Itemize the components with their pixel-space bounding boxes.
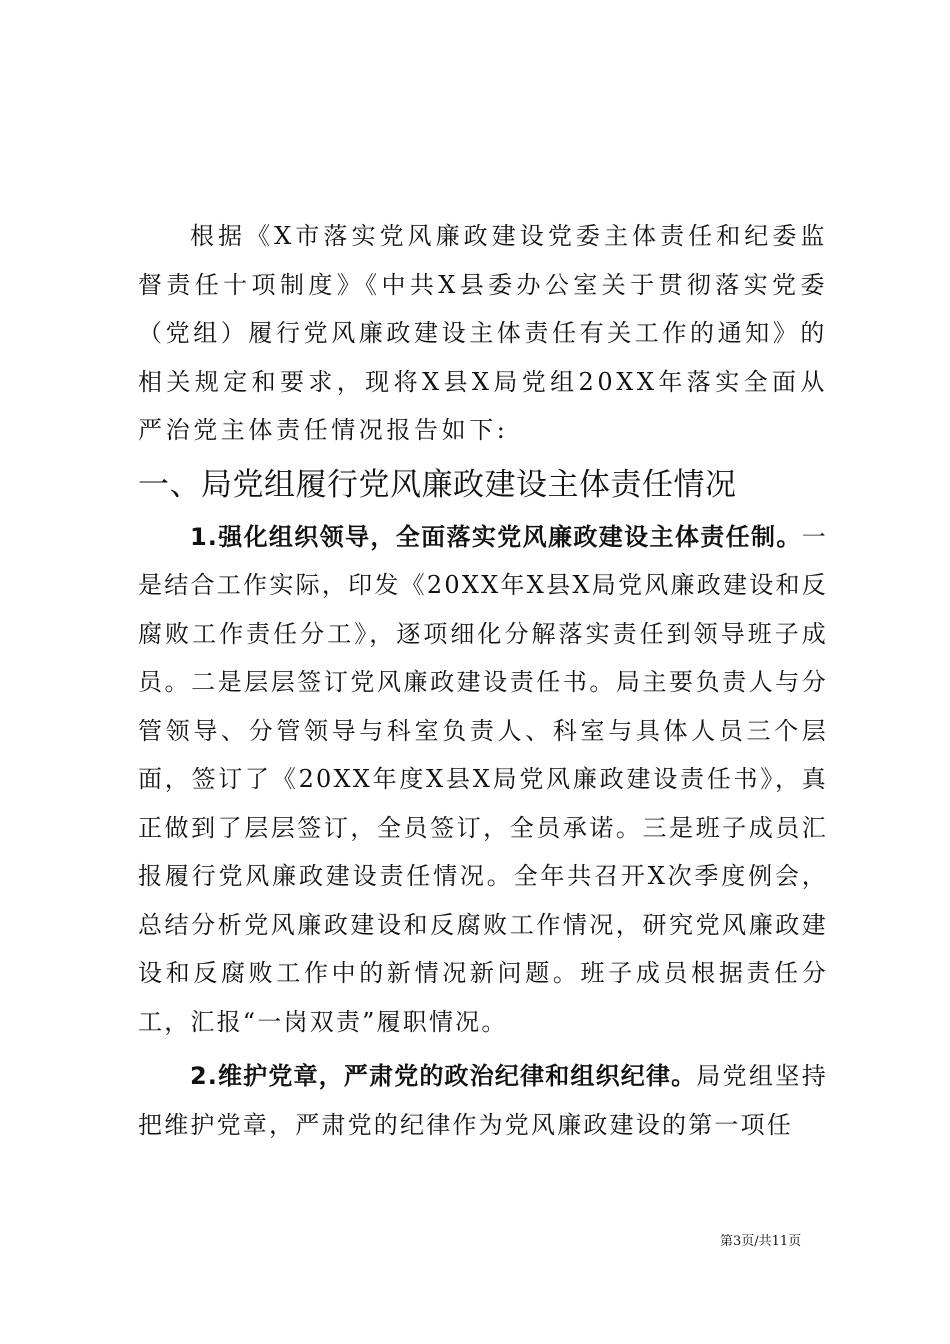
intro-paragraph: 根据《X市落实党风廉政建设党委主体责任和纪委监督责任十项制度》《中共X县委办公室关于贯彻落实党委（党组）履行党风廉政建设主体责任有关工作的通知》的相关规定和要求，现将X县X局党组20XX年落实全面从严治党主体责任情况报告如下:	[138, 222, 828, 444]
document-body	[138, 212, 828, 1149]
item-2-body: 局党组坚持把维护党章，严肃党的纪律作为党风廉政建设的第一项任	[138, 1062, 828, 1139]
item-1-title: 1.强化组织领导，全面落实党风廉政建设主体责任制。	[190, 522, 802, 551]
item-1-paragraph	[138, 513, 828, 1047]
section-heading: 一、局党组履行党风廉政建设主体责任情况	[138, 466, 737, 503]
item-2-title: 2.维护党章，严肃党的政治纪律和组织纪律。	[190, 1062, 697, 1090]
page-number: 第3页/共11页	[720, 1234, 802, 1249]
item-1-body: 一是结合工作实际，印发《20XX年X县X局党风廉政建设和反腐败工作责任分工》，逐项细化分解落实责任到领导班子成员。二是层层签订党风廉政建设责任书。局主要负责人与分管领导、分管领导与科室负责人、科室与具体人员三个层面，签订了《20XX年度X县X局党风廉政建设责任书》，真正做到了层层签订，全员签订，全员承诺。三是班子成员汇报履行党风廉政建设责任情况。全年共召开X次季度例会，总结分析党风廉政建设和反腐败工作情况，研究党风廉政建设和反腐败工作中的新情况新问题。班子成员根据责任分工，汇报“一岗双责”履职情况。	[138, 522, 828, 1036]
item-2-paragraph	[138, 1052, 828, 1149]
